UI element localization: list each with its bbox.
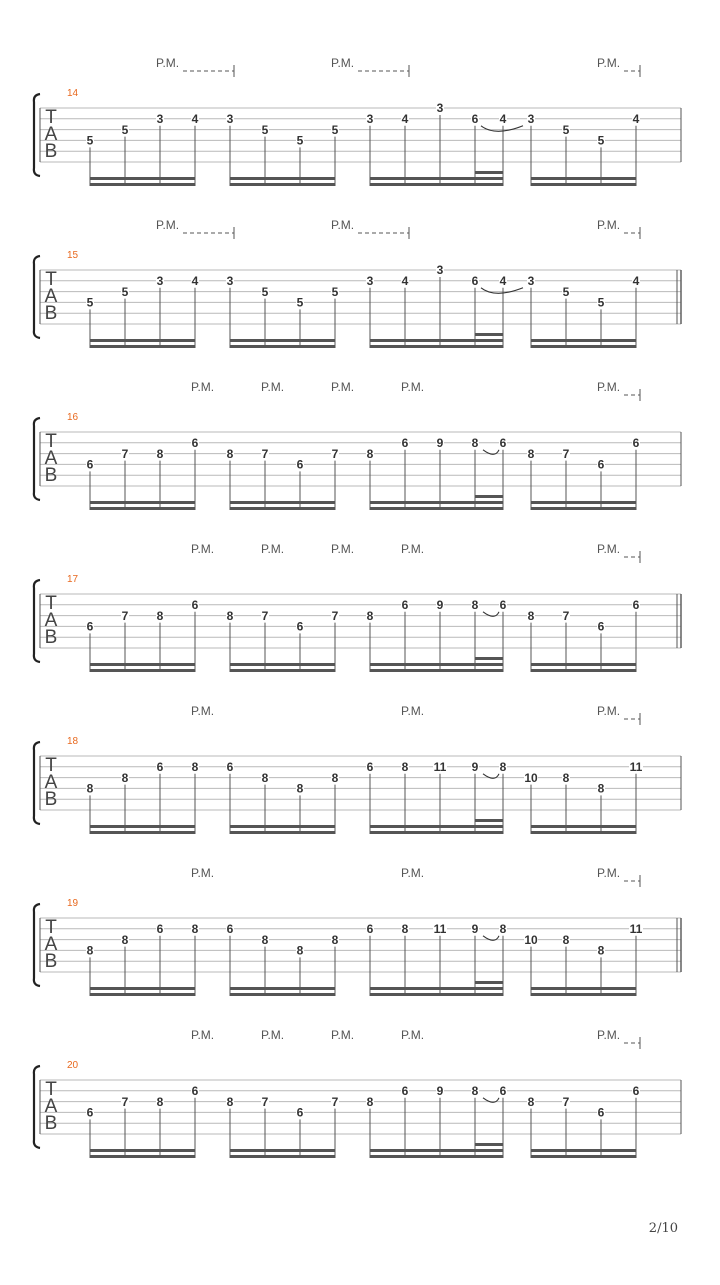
- beam: [90, 825, 195, 828]
- fret-number: 7: [331, 608, 339, 623]
- beam: [370, 663, 503, 666]
- beam: [230, 183, 335, 186]
- beam: [531, 1155, 636, 1158]
- fret-number: 6: [156, 922, 164, 936]
- beam: [370, 177, 503, 180]
- fret-number: 7: [562, 446, 570, 461]
- fret-number: 6: [401, 436, 409, 450]
- fret-number: 6: [296, 619, 304, 634]
- fret-number: 9: [436, 1084, 444, 1098]
- measure-number: 14: [67, 88, 79, 99]
- beam: [531, 345, 636, 348]
- fret-number: 8: [471, 1084, 479, 1098]
- fret-number: 4: [191, 274, 199, 288]
- slur-arc: [481, 126, 523, 132]
- beam: [90, 987, 195, 990]
- measure-number: 20: [67, 1060, 79, 1071]
- fret-number: 6: [597, 619, 605, 634]
- fret-number: 5: [121, 284, 129, 299]
- fret-number: 6: [597, 457, 605, 472]
- fret-number: 10: [524, 770, 538, 785]
- palm-mute-label: P.M.: [191, 380, 215, 394]
- beam: [90, 993, 195, 996]
- beam: [90, 183, 195, 186]
- beam: [230, 831, 335, 834]
- system-bracket: [34, 580, 40, 662]
- palm-mute-label: P.M.: [331, 56, 355, 70]
- fret-number: 7: [261, 446, 269, 461]
- beam: [90, 345, 195, 348]
- beam: [230, 663, 335, 666]
- tab-clef-letter: B: [44, 789, 58, 810]
- fret-number: 6: [632, 1084, 640, 1098]
- fret-number: 5: [562, 284, 570, 299]
- fret-number: 3: [527, 112, 535, 126]
- fret-number: 6: [226, 760, 234, 774]
- tab-system: [34, 1028, 681, 1158]
- fret-number: 7: [121, 608, 129, 623]
- fret-number: 8: [527, 608, 535, 623]
- beam: [370, 825, 503, 828]
- fret-number: 8: [86, 781, 94, 796]
- fret-number: 3: [156, 274, 164, 288]
- tab-clef-letter: T: [45, 269, 57, 290]
- system-bracket: [34, 256, 40, 338]
- beam: [370, 501, 503, 504]
- fret-number: 5: [121, 122, 129, 137]
- tab-clef-letter: A: [44, 286, 58, 307]
- beam: [90, 507, 195, 510]
- fret-number: 8: [527, 446, 535, 461]
- palm-mute-label: P.M.: [191, 866, 215, 880]
- fret-number: 9: [471, 760, 479, 774]
- fret-number: 6: [191, 598, 199, 612]
- palm-mute-label: P.M.: [401, 704, 425, 718]
- tab-clef-letter: A: [44, 610, 58, 631]
- palm-mute-label: P.M.: [261, 1028, 285, 1042]
- fret-number: 3: [436, 101, 444, 116]
- tab-clef-letter: B: [44, 627, 58, 648]
- fret-number: 8: [121, 932, 129, 947]
- fret-number: 8: [597, 943, 605, 958]
- beam: [90, 177, 195, 180]
- beam: [90, 1155, 195, 1158]
- beam: [531, 339, 636, 342]
- beam: [230, 825, 335, 828]
- beam: [531, 177, 636, 180]
- fret-number: 9: [471, 922, 479, 936]
- beam: [230, 669, 335, 672]
- fret-number: 8: [366, 446, 374, 461]
- fret-number: 8: [401, 760, 409, 774]
- fret-number: 8: [261, 932, 269, 947]
- fret-number: 5: [597, 133, 605, 148]
- palm-mute-label: P.M.: [597, 866, 621, 880]
- fret-number: 7: [331, 1094, 339, 1109]
- palm-mute-label: P.M.: [156, 218, 180, 232]
- tab-clef-letter: B: [44, 465, 58, 486]
- beam: [370, 339, 503, 342]
- palm-mute-label: P.M.: [597, 704, 621, 718]
- beam: [531, 183, 636, 186]
- tab-clef-letter: T: [45, 917, 57, 938]
- tab-clef-letter: T: [45, 107, 57, 128]
- tab-clef-letter: B: [44, 1113, 58, 1134]
- fret-number: 3: [226, 112, 234, 126]
- fret-number: 3: [366, 112, 374, 126]
- fret-number: 8: [191, 922, 199, 936]
- fret-number: 6: [296, 1105, 304, 1120]
- beam: [370, 831, 503, 834]
- palm-mute-label: P.M.: [331, 1028, 355, 1042]
- fret-number: 4: [191, 112, 199, 126]
- fret-number: 6: [471, 112, 479, 126]
- tab-clef-letter: A: [44, 934, 58, 955]
- palm-mute-label: P.M.: [401, 380, 425, 394]
- palm-mute-label: P.M.: [156, 56, 180, 70]
- beam: [531, 1149, 636, 1152]
- fret-number: 3: [156, 112, 164, 126]
- fret-number: 7: [261, 608, 269, 623]
- fret-number: 8: [156, 446, 164, 461]
- beam: [230, 177, 335, 180]
- beam: [90, 669, 195, 672]
- tab-system: [34, 704, 681, 834]
- measure-number: 16: [67, 412, 79, 423]
- palm-mute-label: P.M.: [191, 1028, 215, 1042]
- beam: [531, 507, 636, 510]
- fret-number: 7: [121, 446, 129, 461]
- fret-number: 6: [86, 619, 94, 634]
- fret-number: 7: [562, 608, 570, 623]
- measure-number: 18: [67, 736, 79, 747]
- fret-number: 9: [436, 598, 444, 612]
- fret-number: 6: [226, 922, 234, 936]
- system-bracket: [34, 904, 40, 986]
- fret-number: 5: [331, 284, 339, 299]
- beam: [230, 1155, 335, 1158]
- beam: [475, 657, 503, 660]
- fret-number: 8: [261, 770, 269, 785]
- palm-mute-label: P.M.: [597, 1028, 621, 1042]
- fret-number: 6: [401, 1084, 409, 1098]
- tab-system: [34, 542, 681, 672]
- beam: [370, 507, 503, 510]
- fret-number: 6: [86, 457, 94, 472]
- fret-number: 6: [191, 1084, 199, 1098]
- fret-number: 8: [471, 598, 479, 612]
- fret-number: 11: [629, 760, 643, 774]
- tab-clef-letter: B: [44, 951, 58, 972]
- palm-mute-label: P.M.: [597, 218, 621, 232]
- fret-number: 5: [597, 295, 605, 310]
- beam: [90, 1149, 195, 1152]
- beam: [230, 345, 335, 348]
- fret-number: 6: [86, 1105, 94, 1120]
- beam: [90, 501, 195, 504]
- beam: [230, 1149, 335, 1152]
- fret-number: 4: [632, 274, 640, 288]
- system-bracket: [34, 1066, 40, 1148]
- fret-number: 6: [191, 436, 199, 450]
- fret-number: 11: [629, 922, 643, 936]
- fret-number: 6: [499, 436, 507, 450]
- page-number: 2/10: [648, 1221, 678, 1236]
- fret-number: 11: [433, 760, 447, 774]
- fret-number: 6: [471, 274, 479, 288]
- fret-number: 4: [499, 274, 507, 288]
- fret-number: 3: [226, 274, 234, 288]
- fret-number: 8: [401, 922, 409, 936]
- beam: [230, 501, 335, 504]
- fret-number: 8: [226, 1094, 234, 1109]
- fret-number: 8: [296, 943, 304, 958]
- palm-mute-label: P.M.: [191, 704, 215, 718]
- system-bracket: [34, 742, 40, 824]
- fret-number: 8: [226, 446, 234, 461]
- beam: [370, 993, 503, 996]
- tab-system: [34, 380, 681, 510]
- fret-number: 8: [366, 608, 374, 623]
- fret-number: 8: [471, 436, 479, 450]
- fret-number: 8: [366, 1094, 374, 1109]
- fret-number: 6: [401, 598, 409, 612]
- beam: [90, 831, 195, 834]
- fret-number: 5: [86, 133, 94, 148]
- fret-number: 6: [499, 1084, 507, 1098]
- palm-mute-label: P.M.: [331, 542, 355, 556]
- fret-number: 8: [562, 770, 570, 785]
- beam: [531, 669, 636, 672]
- slur-arc: [481, 288, 523, 294]
- fret-number: 8: [226, 608, 234, 623]
- fret-number: 5: [296, 295, 304, 310]
- system-bracket: [34, 94, 40, 176]
- measure-number: 19: [67, 898, 79, 909]
- beam: [90, 339, 195, 342]
- palm-mute-label: P.M.: [261, 542, 285, 556]
- tab-clef-letter: T: [45, 755, 57, 776]
- beam: [230, 987, 335, 990]
- fret-number: 7: [261, 1094, 269, 1109]
- measure-number: 17: [67, 574, 79, 585]
- palm-mute-label: P.M.: [401, 542, 425, 556]
- fret-number: 6: [366, 922, 374, 936]
- fret-number: 6: [597, 1105, 605, 1120]
- fret-number: 8: [156, 1094, 164, 1109]
- palm-mute-label: P.M.: [401, 866, 425, 880]
- tab-clef-letter: A: [44, 1096, 58, 1117]
- fret-number: 8: [331, 770, 339, 785]
- fret-number: 8: [191, 760, 199, 774]
- fret-number: 4: [401, 112, 409, 126]
- tab-clef-letter: A: [44, 772, 58, 793]
- fret-number: 6: [296, 457, 304, 472]
- fret-number: 5: [562, 122, 570, 137]
- beam: [370, 345, 503, 348]
- tab-clef-letter: A: [44, 448, 58, 469]
- tab-clef-letter: T: [45, 593, 57, 614]
- fret-number: 8: [499, 760, 507, 774]
- fret-number: 5: [296, 133, 304, 148]
- palm-mute-label: P.M.: [331, 380, 355, 394]
- beam: [475, 819, 503, 822]
- fret-number: 8: [296, 781, 304, 796]
- palm-mute-label: P.M.: [331, 218, 355, 232]
- fret-number: 8: [527, 1094, 535, 1109]
- fret-number: 8: [597, 781, 605, 796]
- palm-mute-label: P.M.: [401, 1028, 425, 1042]
- fret-number: 3: [366, 274, 374, 288]
- tab-clef-letter: T: [45, 431, 57, 452]
- beam: [370, 987, 503, 990]
- fret-number: 8: [331, 932, 339, 947]
- fret-number: 3: [436, 263, 444, 278]
- fret-number: 5: [261, 122, 269, 137]
- fret-number: 7: [121, 1094, 129, 1109]
- fret-number: 6: [632, 598, 640, 612]
- fret-number: 8: [499, 922, 507, 936]
- beam: [475, 333, 503, 336]
- beam: [531, 831, 636, 834]
- fret-number: 8: [562, 932, 570, 947]
- tab-system: [34, 218, 681, 348]
- palm-mute-label: P.M.: [597, 542, 621, 556]
- tab-clef-letter: B: [44, 141, 58, 162]
- beam: [531, 987, 636, 990]
- beam: [531, 825, 636, 828]
- fret-number: 4: [632, 112, 640, 126]
- palm-mute-label: P.M.: [597, 56, 621, 70]
- measure-number: 15: [67, 250, 79, 261]
- beam: [475, 1143, 503, 1146]
- beam: [370, 1149, 503, 1152]
- fret-number: 4: [499, 112, 507, 126]
- tab-system: [34, 56, 681, 186]
- palm-mute-label: P.M.: [597, 380, 621, 394]
- fret-number: 8: [86, 943, 94, 958]
- beam: [531, 663, 636, 666]
- palm-mute-label: P.M.: [191, 542, 215, 556]
- fret-number: 6: [156, 760, 164, 774]
- beam: [475, 981, 503, 984]
- beam: [230, 507, 335, 510]
- fret-number: 5: [86, 295, 94, 310]
- beam: [531, 501, 636, 504]
- fret-number: 6: [632, 436, 640, 450]
- palm-mute-label: P.M.: [261, 380, 285, 394]
- tab-clef-letter: A: [44, 124, 58, 145]
- beam: [531, 993, 636, 996]
- fret-number: 6: [499, 598, 507, 612]
- tab-system: [34, 866, 681, 996]
- beam: [475, 171, 503, 174]
- tab-clef-letter: T: [45, 1079, 57, 1100]
- system-bracket: [34, 418, 40, 500]
- fret-number: 7: [331, 446, 339, 461]
- fret-number: 5: [331, 122, 339, 137]
- beam: [370, 183, 503, 186]
- fret-number: 4: [401, 274, 409, 288]
- fret-number: 5: [261, 284, 269, 299]
- fret-number: 3: [527, 274, 535, 288]
- beam: [370, 1155, 503, 1158]
- fret-number: 11: [433, 922, 447, 936]
- fret-number: 8: [156, 608, 164, 623]
- beam: [370, 669, 503, 672]
- fret-number: 10: [524, 932, 538, 947]
- beam: [230, 993, 335, 996]
- beam: [475, 495, 503, 498]
- beam: [90, 663, 195, 666]
- beam: [230, 339, 335, 342]
- fret-number: 6: [366, 760, 374, 774]
- fret-number: 9: [436, 436, 444, 450]
- fret-number: 7: [562, 1094, 570, 1109]
- fret-number: 8: [121, 770, 129, 785]
- tab-clef-letter: B: [44, 303, 58, 324]
